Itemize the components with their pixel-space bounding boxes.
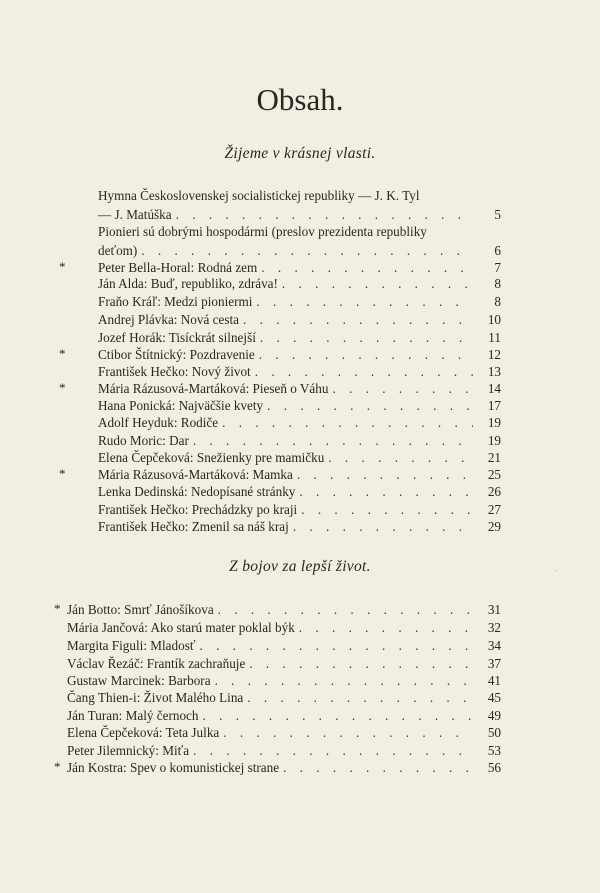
toc-entry[interactable] <box>98 413 501 432</box>
toc-page-number: 53 <box>487 743 501 758</box>
margin-mark: ˎ <box>554 561 558 572</box>
toc-entry-title: Václav Řezáč: Frantík zachraňuje <box>67 656 246 671</box>
asterisk-marker: * <box>59 346 66 361</box>
toc-page-number: 25 <box>487 467 501 482</box>
section-title: Z bojov za lepší život. <box>229 558 371 575</box>
toc-entry-title: Elena Čepčeková: Teta Julka <box>67 725 220 740</box>
toc-entry[interactable] <box>67 688 501 707</box>
toc-entry[interactable] <box>67 723 501 742</box>
toc-entry-title: František Hečko: Nový život <box>98 364 251 379</box>
toc-entry[interactable] <box>67 636 501 655</box>
toc-entry-title: Elena Čepčeková: Snežienky pre mamičku <box>98 450 325 465</box>
toc-page-number: 34 <box>487 638 501 653</box>
asterisk-marker: * <box>54 759 61 774</box>
dot-leader <box>218 600 473 619</box>
toc-entry-title: Mária Rázusová-Martáková: Mamka <box>98 467 293 482</box>
toc-entry-title: Mária Rázusová-Martáková: Pieseň o Váhu <box>98 381 329 396</box>
toc-page-number: 19 <box>487 433 501 448</box>
toc-entry-title: deťom) <box>98 243 138 258</box>
toc-page-number: 12 <box>487 347 501 362</box>
toc-entry[interactable] <box>67 600 501 619</box>
toc-entry-title: Fraňo Kráľ: Medzi pioniermi <box>98 294 253 309</box>
dot-leader <box>222 413 473 432</box>
toc-entry-title: Ján Turan: Malý černoch <box>67 708 199 723</box>
toc-page-number: 56 <box>487 760 501 775</box>
asterisk-marker: * <box>59 259 66 274</box>
toc-entry[interactable] <box>98 274 501 293</box>
asterisk-marker: * <box>54 601 61 616</box>
toc-page-number: 14 <box>487 381 501 396</box>
toc-page-number: 45 <box>487 690 501 705</box>
toc-entry-title: Hana Ponická: Najväčšie kvety <box>98 398 264 413</box>
dot-leader <box>299 618 473 637</box>
toc-page-number: 8 <box>494 294 501 309</box>
dot-leader <box>299 482 473 501</box>
page-title: Obsah. <box>256 82 344 117</box>
toc-entry[interactable] <box>67 758 501 777</box>
toc-entry-title: Mária Jančová: Ako starú mater poklal býk <box>67 620 295 635</box>
asterisk-marker: * <box>59 466 66 481</box>
toc-page-number: 8 <box>494 276 501 291</box>
toc-page-number: 19 <box>487 415 501 430</box>
toc-page-number: 50 <box>487 725 501 740</box>
toc-page-number: 13 <box>487 364 501 379</box>
toc-page-number: 27 <box>487 502 501 517</box>
toc-page-number: 21 <box>487 450 501 465</box>
toc-entry[interactable] <box>98 186 501 224</box>
dot-leader <box>283 758 473 777</box>
toc-entry-title: Ján Botto: Smrť Jánošíkova <box>67 602 214 617</box>
toc-entry-title: Pionieri sú dobrými hospodármi (preslov prezidenta republiky <box>98 224 427 239</box>
toc-entry-title: Lenka Dedinská: Nedopísané stránky <box>98 484 296 499</box>
asterisk-marker: * <box>59 380 66 395</box>
toc-page-number: 41 <box>487 673 501 688</box>
section-title: Žijeme v krásnej vlasti. <box>224 145 376 162</box>
toc-entry-title: Ctibor Štítnický: Pozdravenie <box>98 347 255 362</box>
toc-page-number: 49 <box>487 708 501 723</box>
dot-leader <box>247 688 473 707</box>
toc-page-number: 10 <box>487 312 501 327</box>
toc-entry-title: Hymna Československej socialistickej republiky — J. K. Tyl <box>98 188 420 203</box>
toc-entry-title: Jozef Horák: Tisíckrát silnejší <box>98 330 256 345</box>
toc-page-number: 7 <box>494 260 501 275</box>
toc-page-number: 6 <box>494 243 501 258</box>
toc-entry-title: — J. Matúška <box>98 207 172 222</box>
toc-page-number: 17 <box>487 398 501 413</box>
toc-entry[interactable] <box>98 222 501 260</box>
toc-entry[interactable] <box>98 292 501 311</box>
toc-entry[interactable] <box>67 618 501 637</box>
toc-entry[interactable] <box>98 517 501 536</box>
toc-page-number: 11 <box>488 330 501 345</box>
dot-leader <box>223 723 473 742</box>
dot-leader <box>293 517 473 536</box>
toc-entry-title: Peter Jilemnický: Miťa <box>67 743 190 758</box>
toc-entry-title: Margita Figuli: Mladosť <box>67 638 196 653</box>
toc-page-number: 26 <box>487 484 501 499</box>
toc-page-number: 37 <box>487 656 501 671</box>
toc-page-number: 31 <box>487 602 501 617</box>
toc-entry-title: Peter Bella-Horal: Rodná zem <box>98 260 258 275</box>
toc-page-number: 32 <box>487 620 501 635</box>
toc-entry[interactable] <box>98 482 501 501</box>
dot-leader <box>282 274 473 293</box>
dot-leader <box>243 310 473 329</box>
dot-leader <box>199 636 473 655</box>
toc-entry[interactable] <box>98 310 501 329</box>
toc-entry-title: Andrej Plávka: Nová cesta <box>98 312 239 327</box>
toc-entry-title: Adolf Heyduk: Rodiče <box>98 415 219 430</box>
toc-entry-title: Rudo Moric: Dar <box>98 433 189 448</box>
toc-entry-title: Ján Alda: Buď, republiko, zdráva! <box>98 276 278 291</box>
toc-entry-title: František Hečko: Zmenil sa náš kraj <box>98 519 289 534</box>
dot-leader <box>256 292 473 311</box>
toc-entry-title: František Hečko: Prechádzky po kraji <box>98 502 298 517</box>
toc-entry-title: Gustaw Marcinek: Barbora <box>67 673 211 688</box>
toc-entry-title: Čang Thien-i: Život Malého Lina <box>67 690 244 705</box>
toc-page-number: 29 <box>487 519 501 534</box>
toc-page-number: 5 <box>494 207 501 222</box>
toc-entry-title: Ján Kostra: Spev o komunistickej strane <box>67 760 280 775</box>
